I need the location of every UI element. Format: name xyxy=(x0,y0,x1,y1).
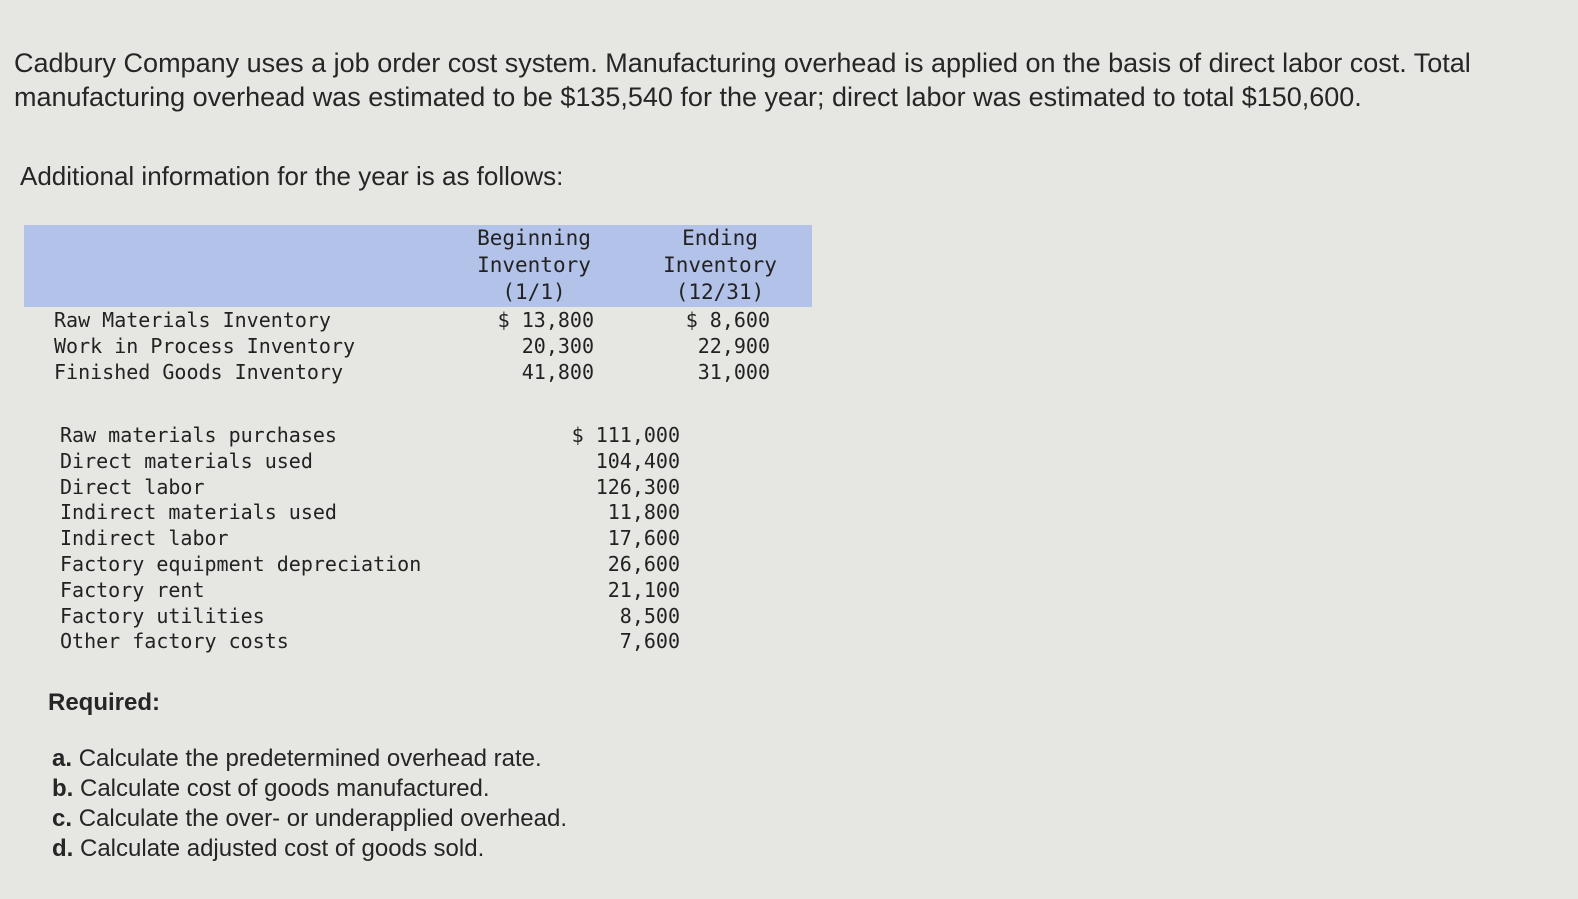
list-item xyxy=(60,474,680,500)
question-letter: d. xyxy=(52,835,74,862)
table-row xyxy=(24,307,812,333)
ending-value: 22,900 xyxy=(697,334,770,358)
question-text: Calculate the over- or underapplied overhead. xyxy=(78,805,567,832)
cost-label: Factory utilities xyxy=(60,603,265,628)
cost-label: Other factory costs xyxy=(60,629,289,654)
ending-value: 31,000 xyxy=(697,360,770,384)
cost-label: Direct labor xyxy=(60,474,205,499)
header-line: Inventory xyxy=(663,253,777,277)
header-line: Inventory xyxy=(477,253,591,277)
cost-amount: 21,100 xyxy=(607,577,680,602)
cost-label: Factory rent xyxy=(60,577,205,602)
inventory-table-header xyxy=(24,225,812,307)
list-item xyxy=(60,525,680,551)
list-item xyxy=(60,422,680,448)
cost-amount: 104,400 xyxy=(595,448,680,473)
question-letter: c. xyxy=(52,805,73,832)
list-item xyxy=(60,603,680,629)
list-item xyxy=(60,551,680,577)
inventory-table xyxy=(24,225,812,385)
question-item xyxy=(52,834,567,864)
required-heading: Required: xyxy=(48,689,161,716)
question-text: Calculate the predetermined overhead rate. xyxy=(78,745,542,772)
cost-amount: 17,600 xyxy=(607,526,680,551)
table-row xyxy=(24,359,812,385)
cost-amount: $ 111,000 xyxy=(571,423,680,447)
question-letter: a. xyxy=(52,745,73,772)
required-questions-list xyxy=(52,744,567,864)
row-label: Raw Materials Inventory xyxy=(54,308,331,332)
list-item xyxy=(60,577,680,603)
list-item xyxy=(60,628,680,654)
question-item xyxy=(52,744,567,774)
cost-amount: 8,500 xyxy=(619,603,680,628)
additional-info-heading: Additional information for the year is as follows: xyxy=(20,161,564,191)
cost-label: Raw materials purchases xyxy=(60,423,337,447)
header-line: (12/31) xyxy=(675,280,765,304)
header-line: (1/1) xyxy=(502,280,566,304)
question-item xyxy=(52,774,567,804)
cost-label: Indirect materials used xyxy=(60,500,337,525)
cost-label: Indirect labor xyxy=(60,526,229,551)
table-row xyxy=(24,333,812,359)
question-letter: b. xyxy=(52,775,74,802)
cost-label: Direct materials used xyxy=(60,448,313,473)
list-item xyxy=(60,499,680,525)
ending-value: $ 8,600 xyxy=(685,308,770,332)
header-line: Ending xyxy=(682,226,758,250)
cost-amount: 26,600 xyxy=(607,551,680,576)
ending-inventory-header xyxy=(650,225,790,306)
question-text: Calculate adjusted cost of goods sold. xyxy=(80,835,485,862)
cost-amount: 7,600 xyxy=(619,629,680,654)
cost-label: Factory equipment depreciation xyxy=(60,551,422,576)
cost-items-list xyxy=(60,422,680,654)
beginning-inventory-header xyxy=(464,225,604,306)
beginning-value: 20,300 xyxy=(521,334,594,358)
beginning-value: 41,800 xyxy=(521,360,594,384)
header-line: Beginning xyxy=(477,226,591,250)
cost-amount: 126,300 xyxy=(595,474,680,499)
list-item xyxy=(60,448,680,474)
question-text: Calculate cost of goods manufactured. xyxy=(80,775,490,802)
row-label: Work in Process Inventory xyxy=(54,334,356,358)
row-label: Finished Goods Inventory xyxy=(54,360,343,384)
cost-amount: 11,800 xyxy=(607,500,680,525)
problem-intro: Cadbury Company uses a job order cost system. Manufacturing overhead is applied on the basis of direct labor cost. Total manufacturing overhead was estimated to be $135,540 for the year; direct labor was estimated to total $150,600. xyxy=(14,48,1471,112)
beginning-value: $ 13,800 xyxy=(497,308,594,332)
question-item xyxy=(52,804,567,834)
